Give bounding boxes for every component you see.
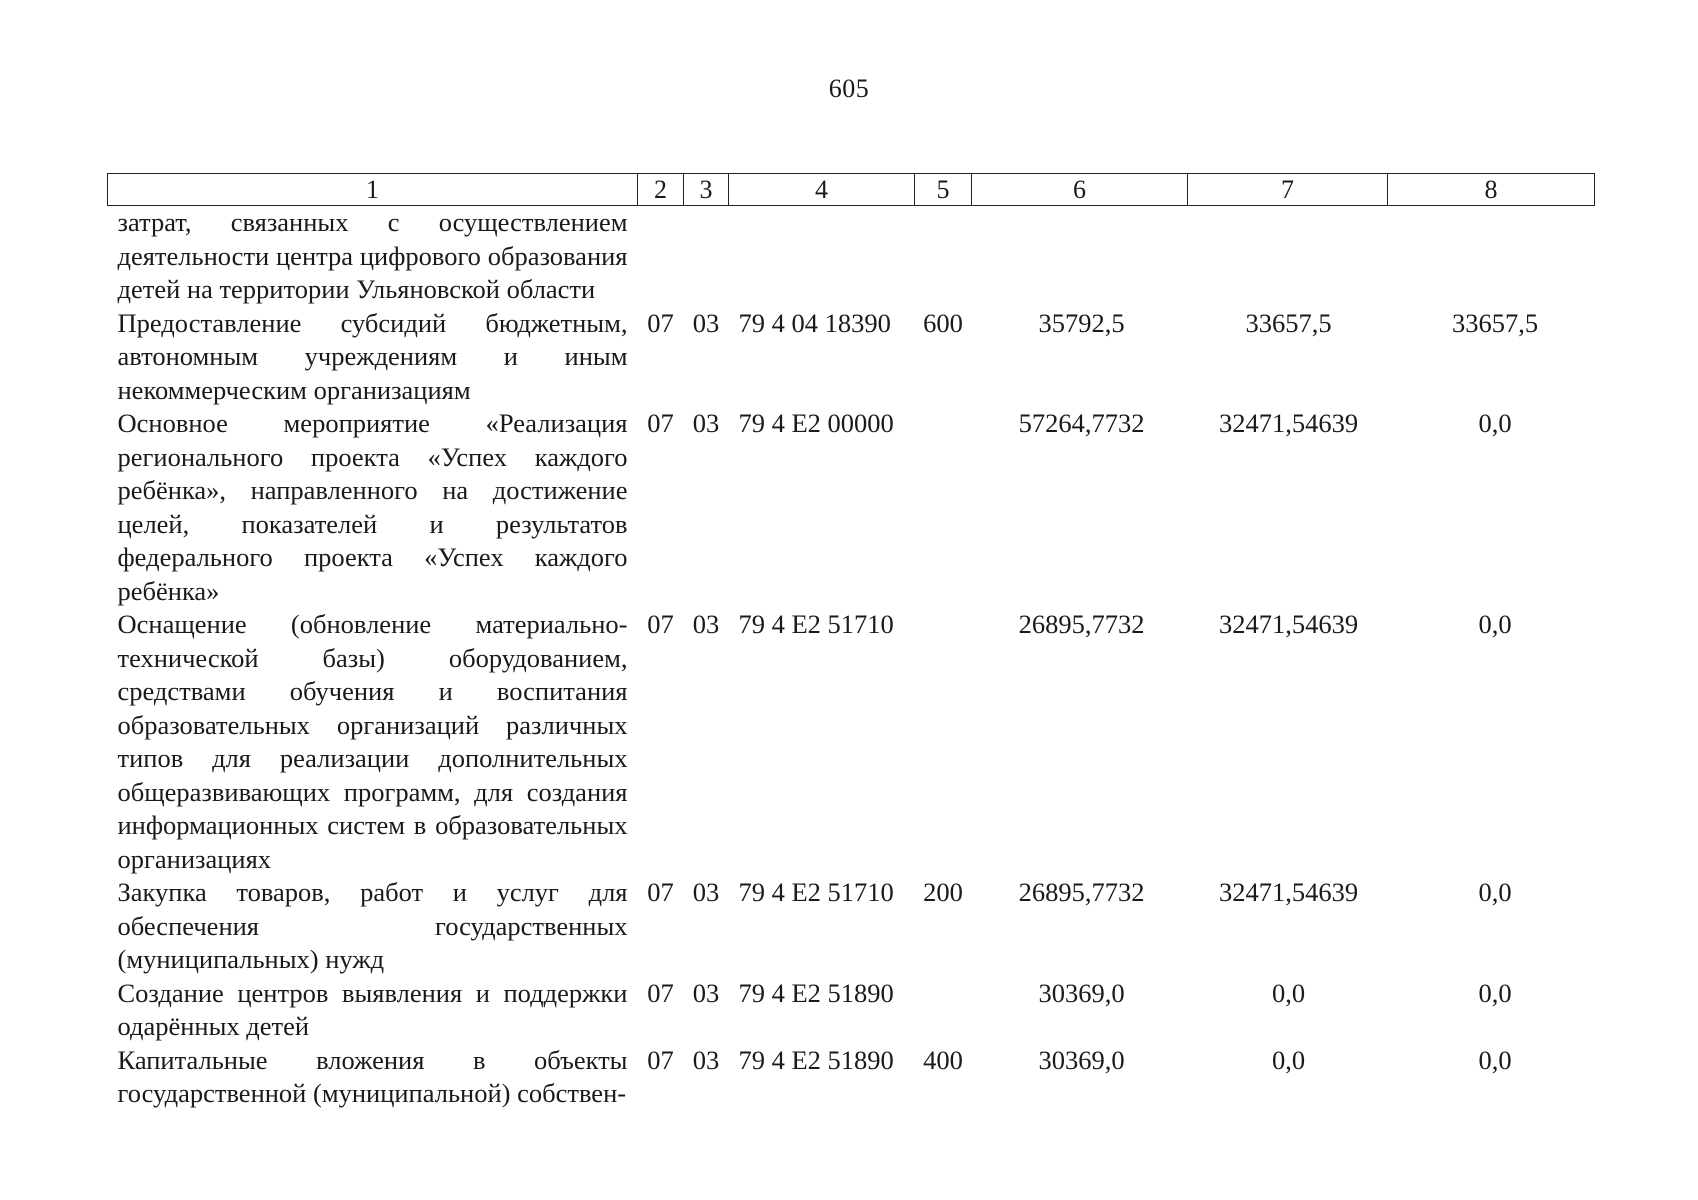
table-row: [108, 1044, 1595, 1111]
row-target-article: 79 4 E2 00000: [738, 408, 894, 438]
row-name: затрат, связанных с осуществлением деятельности центра цифрового образования детей на территории Ульяновской области: [117, 207, 628, 304]
row-value-col7: 33657,5: [1245, 307, 1332, 338]
row-value-col8: 0,0: [1478, 1044, 1512, 1075]
row-value-col8: 33657,5: [1451, 307, 1539, 338]
table-row: [108, 407, 1595, 608]
header-col-8: 8: [1388, 174, 1595, 206]
row-expense-type: [915, 608, 972, 876]
header-col-5: 5: [915, 174, 972, 206]
header-col-2: 2: [638, 174, 684, 206]
row-expense-type: 200: [923, 877, 963, 907]
row-value-col7: 32471,54639: [1218, 877, 1359, 907]
row-section: [638, 206, 684, 307]
row-section: 07: [647, 1044, 674, 1075]
row-subsection: 03: [692, 307, 720, 338]
row-section: 07: [647, 977, 674, 1008]
table-row: [108, 206, 1595, 307]
row-name: Закупка товаров, работ и услуг для обеспечения государственных (муниципальных) нужд: [117, 877, 628, 974]
table-row: [108, 608, 1595, 876]
row-subsection: 03: [692, 1044, 720, 1075]
header-row: [108, 174, 1595, 206]
row-value-col6: 35792,5: [1038, 307, 1125, 338]
header-col-3: 3: [684, 174, 729, 206]
row-target-article: [729, 206, 915, 307]
budget-table: [107, 173, 1595, 1111]
row-expense-type: 400: [923, 1044, 963, 1075]
row-target-article: 79 4 04 18390: [738, 307, 891, 338]
header-col-6: 6: [972, 174, 1188, 206]
row-section: 07: [647, 307, 674, 338]
row-value-col8: 0,0: [1478, 977, 1512, 1008]
row-value-col6: 30369,0: [1038, 1044, 1125, 1075]
row-name: Капитальные вложения в объекты государственной (муниципальной) собствен-: [117, 1044, 628, 1108]
row-target-article: 79 4 E2 51710: [738, 877, 894, 907]
row-name: Создание центров выявления и поддержки одарённых детей: [117, 977, 628, 1041]
row-value-col7: 32471,54639: [1218, 408, 1359, 438]
table-row: [108, 307, 1595, 408]
row-value-col6: 57264,7732: [1018, 408, 1145, 438]
row-target-article: 79 4 E2 51710: [738, 609, 894, 639]
row-subsection: [684, 206, 729, 307]
row-name: Оснащение (обновление материально-технической базы) оборудованием, средствами обучения и воспитания образовательных организаций различных типов для реализации дополнительных общеразвивающих программ, для создания информационных систем в образовательных организациях: [117, 609, 628, 874]
row-value-col8: [1388, 206, 1595, 307]
row-value-col7: 32471,54639: [1218, 609, 1359, 639]
row-value-col8: 0,0: [1478, 877, 1512, 907]
row-target-article: 79 4 E2 51890: [738, 1044, 894, 1075]
row-section: 07: [647, 609, 674, 639]
header-col-7: 7: [1188, 174, 1388, 206]
row-value-col8: 0,0: [1478, 609, 1512, 639]
row-value-col6: [972, 206, 1188, 307]
row-value-col8: 0,0: [1478, 408, 1512, 438]
row-name: Основное мероприятие «Реализация регионального проекта «Успех каждого ребёнка», направленного на достижение целей, показателей и результатов федерального проекта «Успех каждого ребёнка»: [117, 408, 628, 606]
row-expense-type: [915, 977, 972, 1044]
header-col-1: 1: [108, 174, 638, 206]
row-expense-type: [915, 407, 972, 608]
row-value-col6: 30369,0: [1038, 977, 1125, 1008]
row-section: 07: [647, 408, 674, 438]
page-number: 605: [828, 74, 870, 103]
row-target-article: 79 4 E2 51890: [738, 977, 894, 1008]
row-name: Предоставление субсидий бюджетным, автономным учреждениям и иным некоммерческим организациям: [117, 307, 628, 405]
row-subsection: 03: [692, 609, 720, 639]
row-value-col7: 0,0: [1271, 1044, 1306, 1075]
table-row: [108, 977, 1595, 1044]
row-value-col6: 26895,7732: [1018, 877, 1145, 907]
row-section: 07: [647, 877, 674, 907]
row-value-col6: 26895,7732: [1018, 609, 1145, 639]
row-expense-type: [915, 206, 972, 307]
row-value-col7: 0,0: [1271, 977, 1306, 1008]
header-col-4: 4: [729, 174, 915, 206]
row-subsection: 03: [692, 877, 720, 907]
row-expense-type: 600: [923, 307, 963, 338]
row-subsection: 03: [692, 408, 720, 438]
row-subsection: 03: [692, 977, 720, 1008]
row-value-col7: [1188, 206, 1388, 307]
table-row: [108, 876, 1595, 977]
